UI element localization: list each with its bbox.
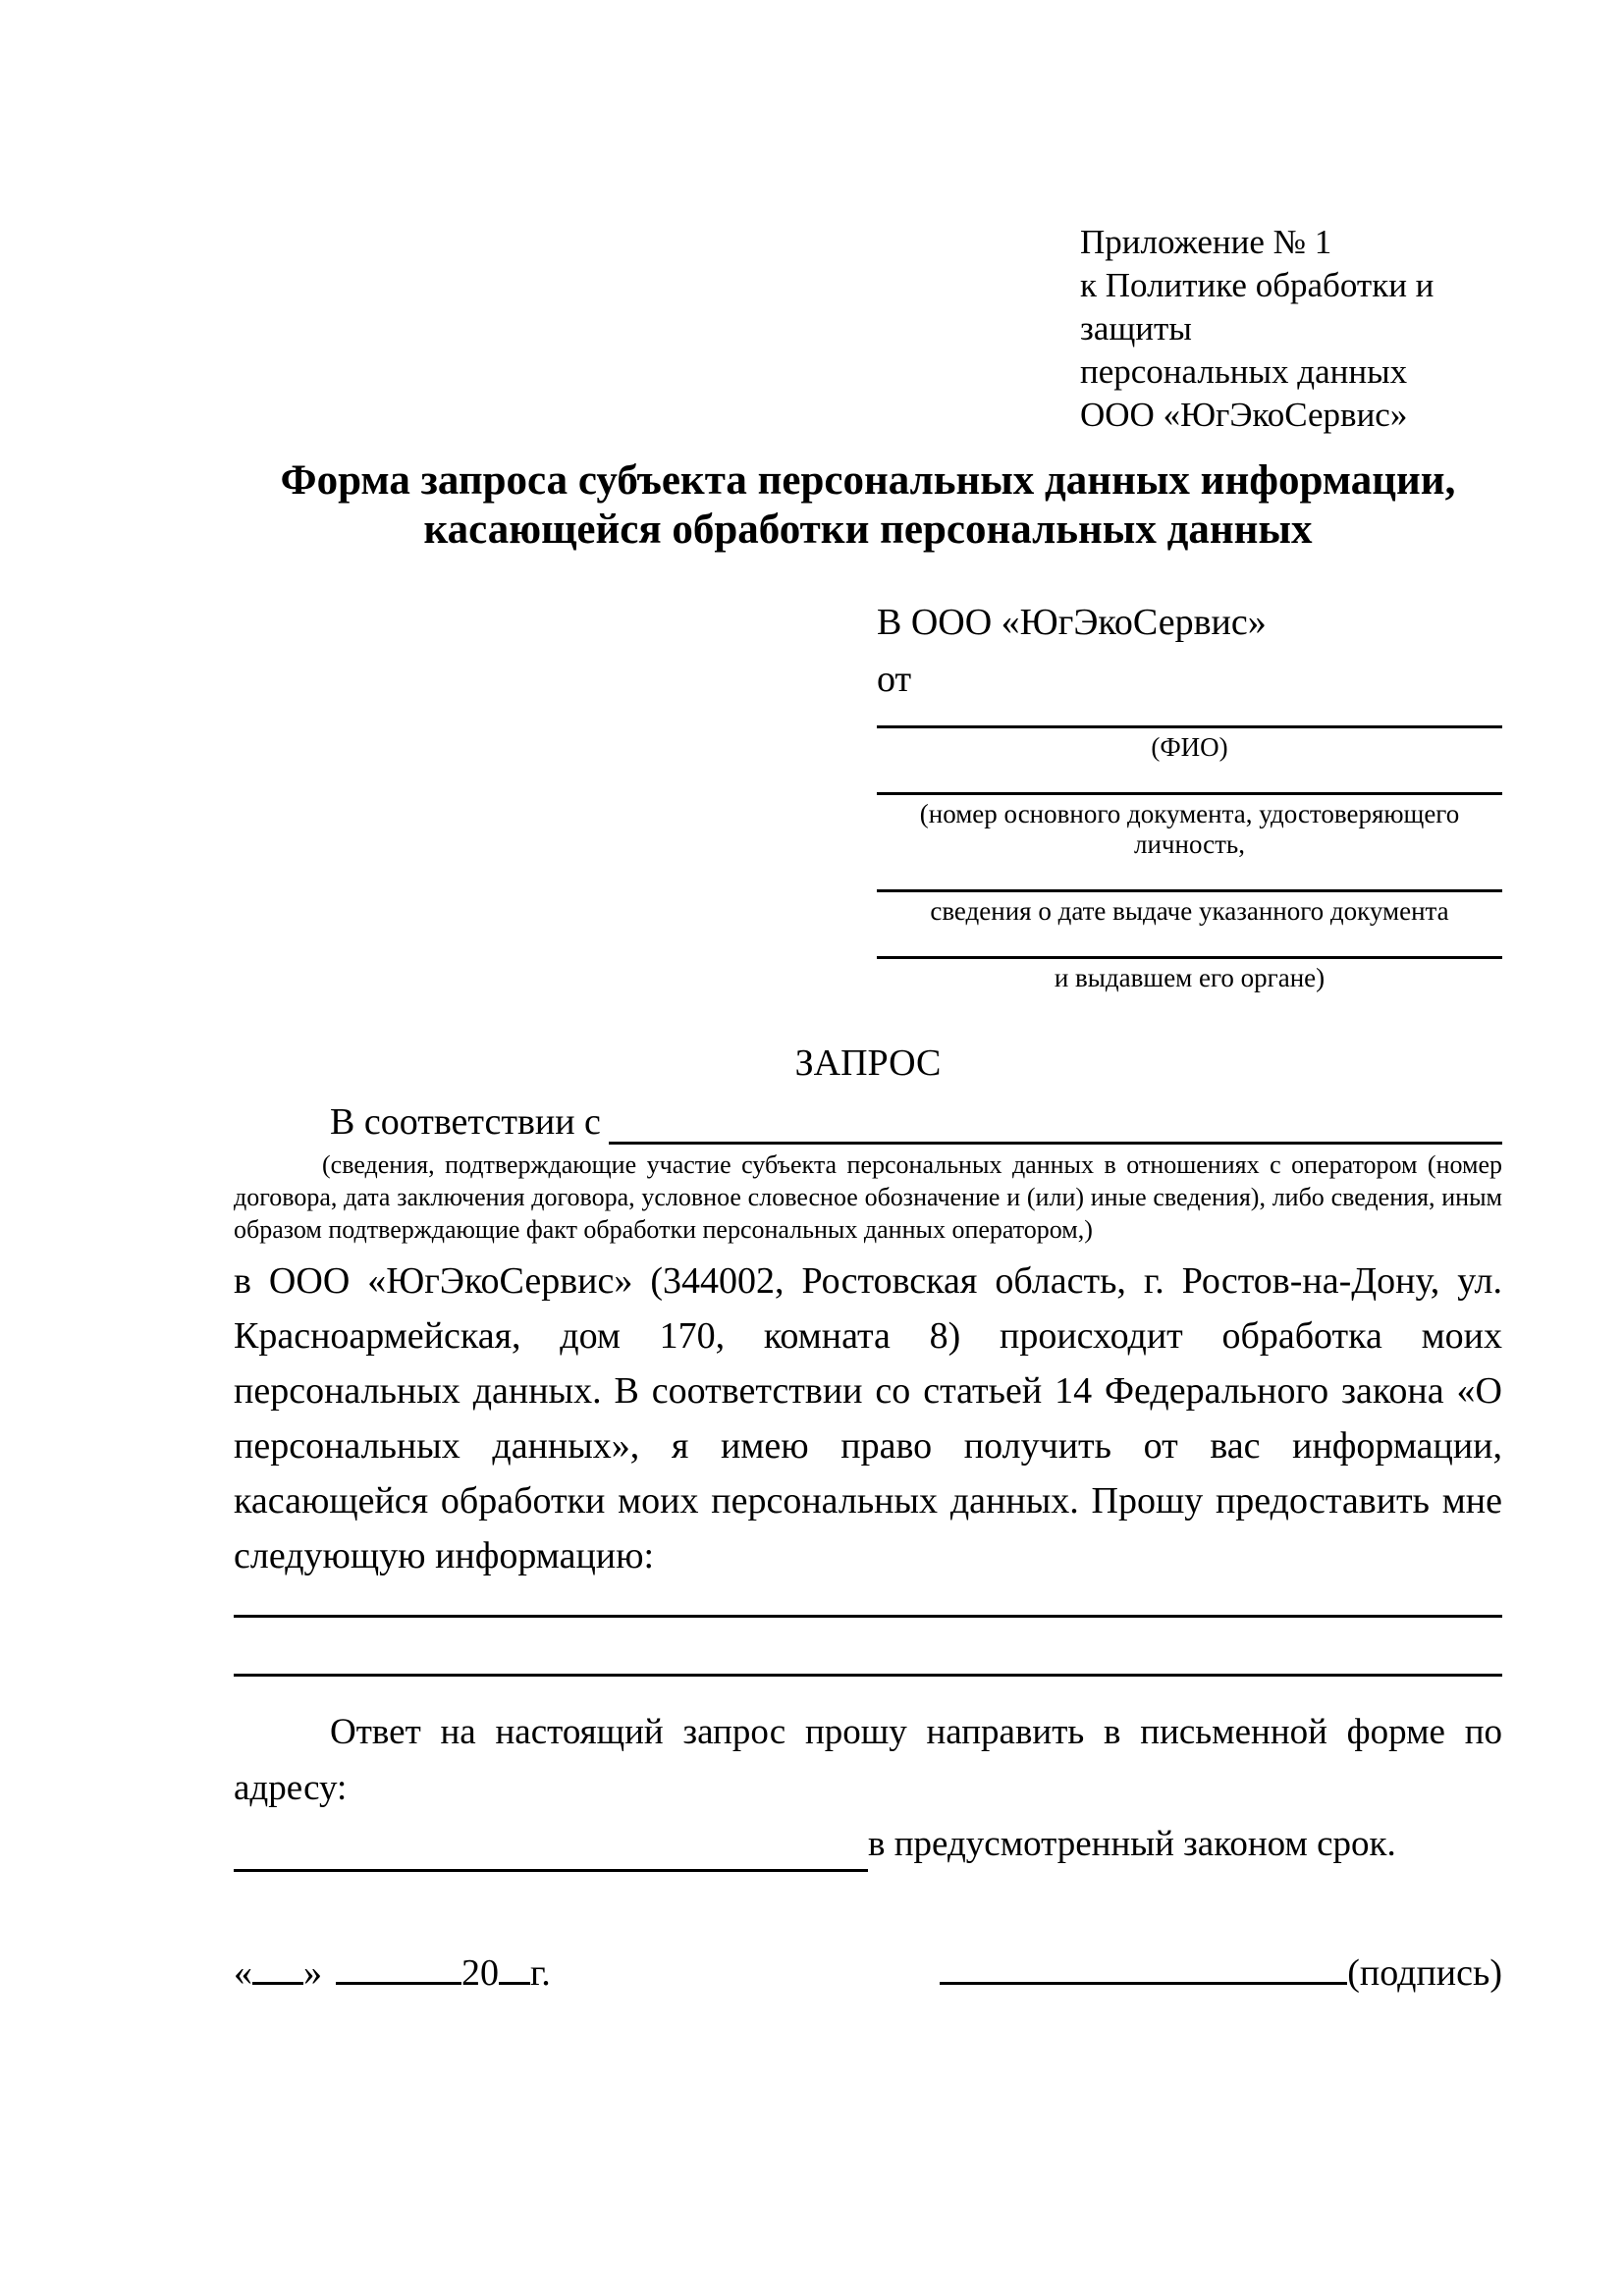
date-close-quote: » [303, 1952, 322, 1994]
signature-area [940, 1949, 1502, 1996]
year-blank-line [499, 1949, 530, 1985]
accordance-lead: В соответствии с [330, 1101, 601, 1143]
title-line-2: касающейся обработки персональных данных [423, 507, 1313, 553]
request-heading: ЗАПРОС [794, 1042, 942, 1084]
header-note-line-3: персональных данных [1080, 352, 1408, 391]
title-line-1: Форма запроса субъекта персональных данных информации, [280, 457, 1456, 504]
month-blank-line [336, 1949, 461, 1985]
year-suffix: г. [530, 1952, 551, 1994]
header-note-line-2: к Политике обработки и защиты [1080, 266, 1435, 347]
day-blank-line [252, 1949, 303, 1985]
accordance-blank-line [609, 1102, 1502, 1145]
document-title [234, 456, 1502, 555]
accordance-caption: (сведения, подтверждающие участие субъекта персональных данных в отношениях с оператором (номер договора, дата заключения договора, условное словесное обозначение и (или) иные сведения), либо сведения, иным образом подтверждающие факт обработки персональных данных оператором,) [234, 1150, 1502, 1244]
accordance-row [234, 1099, 1502, 1145]
header-note-line-1: Приложение № 1 [1080, 223, 1332, 261]
date-line [234, 1949, 551, 1996]
document-content [234, 0, 1502, 1996]
signature-caption: (подпись) [1347, 1952, 1502, 1994]
signature-blank-line [940, 1949, 1347, 1985]
issue-date-caption: сведения о дате выдаче указанного документа [930, 896, 1449, 926]
address-blank-line [234, 1824, 868, 1872]
year-prefix: 20 [461, 1952, 499, 1994]
response-tail-row [234, 1816, 1502, 1872]
signature-row [234, 1949, 1502, 1996]
header-note-line-4: ООО «ЮгЭкоСервис» [1080, 396, 1408, 434]
id-number-caption: (номер основного документа, удостоверяющего личность, [919, 799, 1460, 859]
addressee-block [877, 600, 1502, 993]
header-note [1080, 221, 1502, 437]
response-lead: Ответ на настоящий запрос прошу направить в письменной форме по адресу: [234, 1712, 1502, 1808]
addressee-from-label: от [877, 659, 912, 700]
issuing-authority-caption: и выдавшем его органе) [1054, 963, 1326, 992]
addressee-to: В ООО «ЮгЭкоСервис» [877, 602, 1267, 643]
request-body-paragraph: в ООО «ЮгЭкоСервис» (344002, Ростовская область, г. Ростов-на-Дону, ул. Красноармейская, дом 170, комната 8) происходит обработка моих персональных данных. В соответствии со статьей 14 Федерального закона «О персональных данных», я имею право получить от вас информации, касающейся обработки моих персональных данных. Прошу предоставить мне следующую информацию: [234, 1260, 1502, 1576]
fio-caption: (ФИО) [1151, 732, 1228, 762]
response-tail: в предусмотренный законом срок. [868, 1824, 1396, 1864]
info-blank-line-1 [234, 1615, 1502, 1618]
date-open-quote: « [234, 1952, 252, 1994]
info-blank-line-2 [234, 1674, 1502, 1677]
